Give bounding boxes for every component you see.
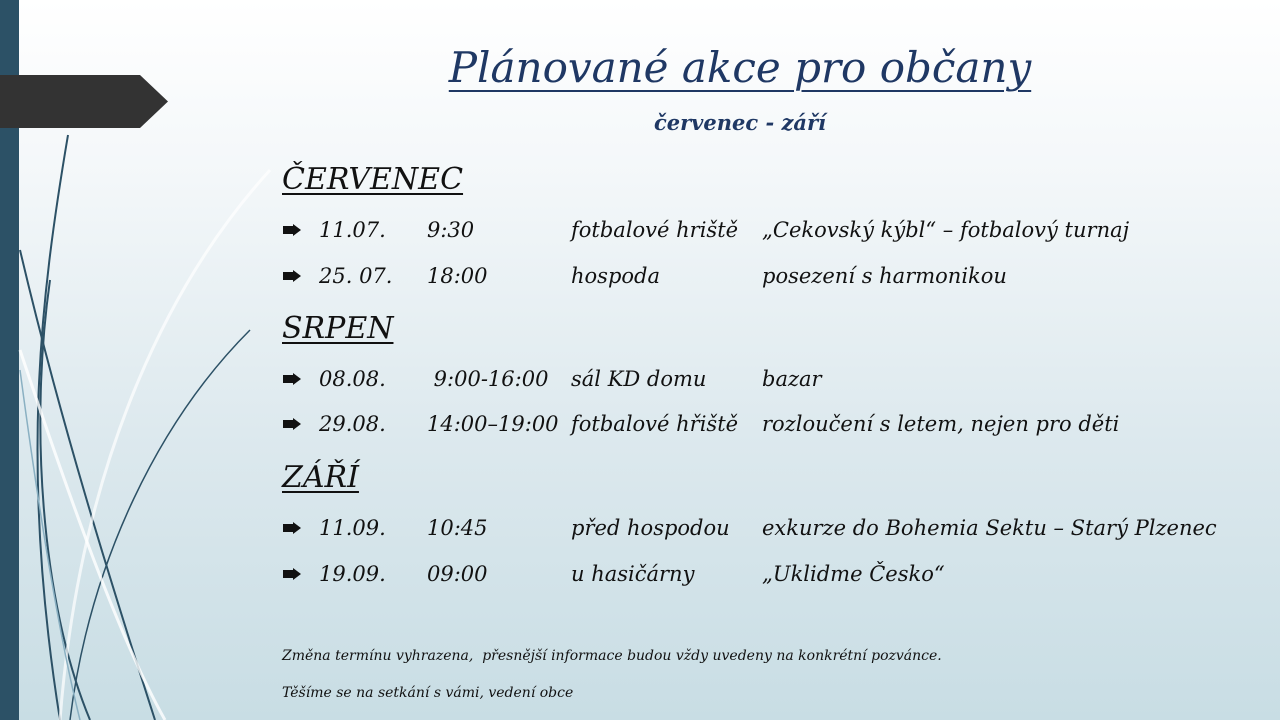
event-place: hospoda	[571, 264, 660, 288]
month-heading-september: ZÁŘÍ	[282, 460, 359, 495]
event-place: fotbalové hřiště	[571, 412, 739, 436]
event-place: před hospodou	[571, 516, 730, 540]
right-pointing-arrow-icon	[282, 215, 304, 245]
footer-greeting: Těšíme se na setkání s vámi, vedení obce	[282, 685, 574, 701]
event-date: 29.08.	[319, 412, 386, 436]
event-description: exkurze do Bohemia Sektu – Starý Plzenec	[762, 516, 1217, 540]
event-description: bazar	[762, 367, 822, 391]
event-time: 9:30	[427, 218, 475, 242]
right-pointing-arrow-icon	[282, 409, 304, 439]
event-place: u hasičárny	[571, 562, 695, 586]
event-row	[282, 364, 1202, 394]
event-description: „Cekovský kýbl“ – fotbalový turnaj	[762, 218, 1130, 242]
month-heading-july: ČERVENEC	[282, 162, 464, 197]
event-time: 09:00	[427, 562, 488, 586]
page-subtitle: červenec - září	[653, 110, 827, 135]
dark-arrow-banner	[0, 75, 168, 128]
event-date: 25. 07.	[319, 264, 393, 288]
right-pointing-arrow-icon	[282, 364, 304, 394]
event-row	[282, 559, 1202, 589]
event-place: fotbalové hriště	[571, 218, 739, 242]
event-row	[282, 261, 1202, 291]
right-pointing-arrow-icon	[282, 559, 304, 589]
right-pointing-arrow-icon	[282, 513, 304, 543]
event-date: 08.08.	[319, 367, 386, 391]
event-row	[282, 215, 1202, 245]
month-heading-august: SRPEN	[282, 311, 394, 346]
event-date: 11.07.	[319, 218, 386, 242]
event-date: 11.09.	[319, 516, 386, 540]
event-description: rozloučení s letem, nejen pro děti	[762, 412, 1120, 436]
event-row	[282, 409, 1202, 439]
page-title: Plánované akce pro občany	[448, 43, 1032, 92]
event-time: 10:45	[427, 516, 488, 540]
footer-note: Změna termínu vyhrazena, přesnější informace budou vždy uvedeny na konkrétní pozvánce.	[282, 648, 942, 664]
event-place: sál KD domu	[571, 367, 707, 391]
event-date: 19.09.	[319, 562, 386, 586]
event-description: posezení s harmonikou	[762, 264, 1007, 288]
event-time: 14:00–19:00	[427, 412, 559, 436]
right-pointing-arrow-icon	[282, 261, 304, 291]
event-row	[282, 513, 1217, 543]
event-description: „Uklidme Česko“	[762, 562, 945, 586]
event-time: 18:00	[427, 264, 488, 288]
event-time: 9:00-16:00	[427, 367, 549, 391]
